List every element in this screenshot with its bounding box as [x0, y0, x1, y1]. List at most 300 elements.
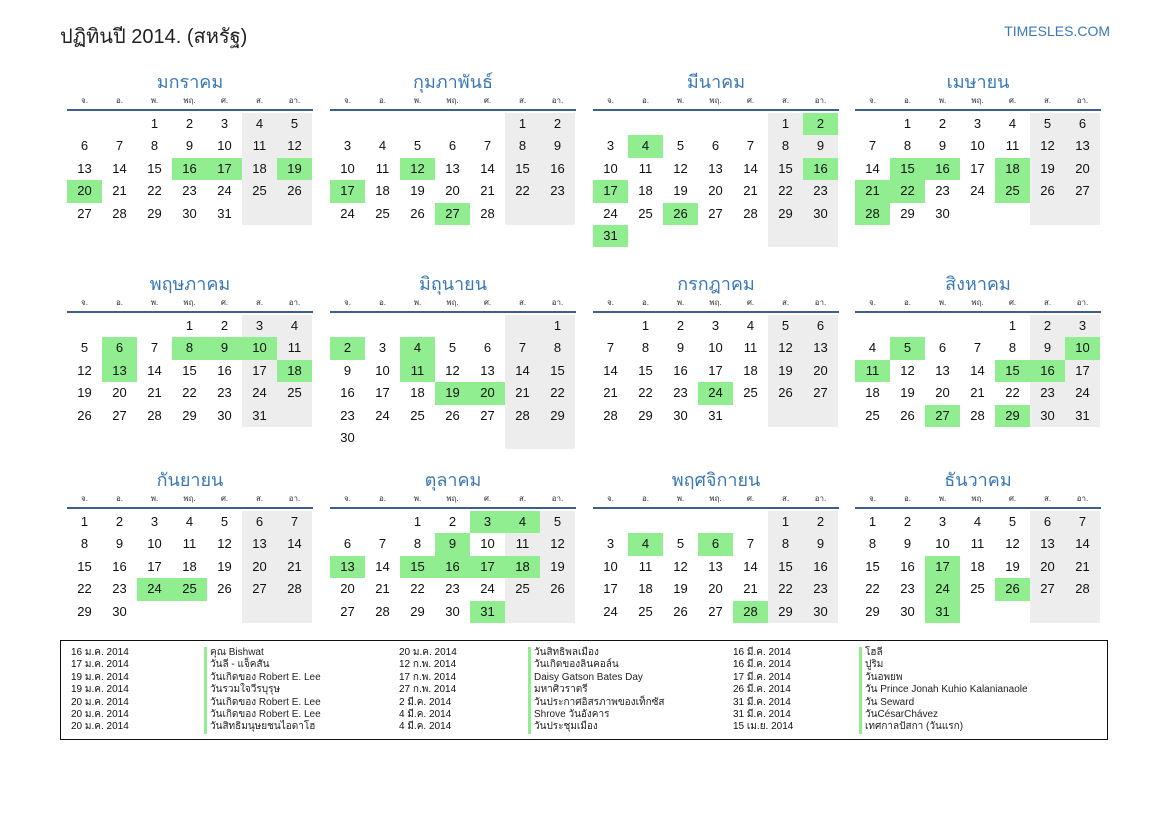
day-cell[interactable]: 28 [375, 603, 390, 619]
day-cell[interactable]: 6 [343, 536, 352, 552]
day-cell[interactable]: 26 [410, 205, 425, 221]
day-cell[interactable]: 22 [890, 180, 925, 202]
day-cell[interactable]: 14 [1065, 533, 1100, 555]
day-cell[interactable]: 3 [470, 511, 505, 533]
day-cell[interactable]: 21 [1065, 556, 1100, 578]
day-cell[interactable]: 17 [708, 362, 723, 378]
day-cell[interactable]: 3 [711, 318, 720, 333]
day-cell[interactable]: 27 [480, 407, 495, 423]
day-cell[interactable]: 5 [676, 138, 685, 154]
day-cell[interactable]: 8 [413, 536, 422, 552]
day-cell[interactable]: 25 [970, 581, 985, 597]
day-cell[interactable]: 17 [147, 558, 162, 574]
day-cell[interactable]: 11 [505, 533, 540, 555]
day-cell[interactable]: 2 [676, 318, 685, 333]
day-cell[interactable]: 29 [147, 205, 162, 221]
day-cell[interactable]: 29 [865, 603, 880, 619]
day-cell[interactable]: 21 [855, 180, 890, 202]
day-cell[interactable]: 24 [603, 603, 618, 619]
day-cell[interactable]: 14 [112, 160, 127, 176]
day-cell[interactable]: 13 [480, 362, 495, 378]
day-cell[interactable]: 3 [378, 340, 387, 356]
day-cell[interactable]: 16 [172, 158, 207, 180]
day-cell[interactable]: 1 [641, 318, 650, 333]
day-cell[interactable]: 4 [628, 135, 663, 157]
day-cell[interactable]: 4 [242, 113, 277, 135]
day-cell[interactable]: 23 [340, 407, 355, 423]
day-cell[interactable]: 7 [505, 337, 540, 359]
day-cell[interactable]: 20 [470, 382, 505, 404]
day-cell[interactable]: 21 [147, 385, 162, 401]
day-cell[interactable]: 24 [375, 407, 390, 423]
day-cell[interactable]: 8 [80, 536, 89, 552]
day-cell[interactable]: 20 [112, 385, 127, 401]
day-cell[interactable]: 18 [638, 581, 653, 597]
day-cell[interactable]: 7 [483, 138, 492, 154]
day-cell[interactable]: 17 [593, 180, 628, 202]
day-cell[interactable]: 10 [480, 536, 495, 552]
day-cell[interactable]: 7 [606, 340, 615, 356]
day-cell[interactable]: 31 [925, 601, 960, 623]
day-cell[interactable]: 27 [435, 203, 470, 225]
day-cell[interactable]: 25 [865, 407, 880, 423]
day-cell[interactable]: 6 [483, 340, 492, 356]
day-cell[interactable]: 10 [242, 337, 277, 359]
day-cell[interactable]: 19 [435, 382, 470, 404]
day-cell[interactable]: 4 [277, 315, 312, 337]
day-cell[interactable]: 30 [803, 203, 838, 225]
day-cell[interactable]: 21 [505, 382, 540, 404]
day-cell[interactable]: 17 [242, 360, 277, 382]
day-cell[interactable]: 13 [1065, 135, 1100, 157]
day-cell[interactable]: 26 [217, 581, 232, 597]
day-cell[interactable]: 31 [217, 205, 232, 221]
day-cell[interactable]: 1 [80, 514, 89, 529]
day-cell[interactable]: 16 [673, 362, 688, 378]
day-cell[interactable]: 23 [112, 581, 127, 597]
day-cell[interactable]: 11 [1005, 138, 1020, 154]
day-cell[interactable]: 6 [448, 138, 457, 154]
day-cell[interactable]: 24 [603, 205, 618, 221]
day-cell[interactable]: 24 [480, 581, 495, 597]
day-cell[interactable]: 9 [803, 533, 838, 555]
day-cell[interactable]: 29 [410, 603, 425, 619]
day-cell[interactable]: 28 [277, 578, 312, 600]
day-cell[interactable]: 12 [217, 536, 232, 552]
day-cell[interactable]: 18 [743, 362, 758, 378]
day-cell[interactable]: 17 [207, 158, 242, 180]
day-cell[interactable]: 23 [935, 183, 950, 199]
day-cell[interactable]: 19 [277, 158, 312, 180]
day-cell[interactable]: 13 [803, 337, 838, 359]
day-cell[interactable]: 14 [505, 360, 540, 382]
day-cell[interactable]: 2 [1030, 315, 1065, 337]
day-cell[interactable]: 29 [77, 603, 92, 619]
day-cell[interactable]: 7 [378, 536, 387, 552]
day-cell[interactable]: 13 [330, 556, 365, 578]
day-cell[interactable]: 22 [638, 385, 653, 401]
day-cell[interactable]: 3 [973, 116, 982, 131]
day-cell[interactable]: 27 [112, 407, 127, 423]
day-cell[interactable]: 2 [448, 514, 457, 529]
day-cell[interactable]: 6 [698, 533, 733, 555]
day-cell[interactable]: 20 [340, 581, 355, 597]
day-cell[interactable]: 5 [80, 340, 89, 356]
day-cell[interactable]: 22 [410, 581, 425, 597]
day-cell[interactable]: 21 [970, 385, 985, 401]
day-cell[interactable]: 28 [147, 407, 162, 423]
day-cell[interactable]: 1 [185, 318, 194, 333]
day-cell[interactable]: 6 [1030, 511, 1065, 533]
day-cell[interactable]: 30 [900, 603, 915, 619]
day-cell[interactable]: 7 [868, 138, 877, 154]
day-cell[interactable]: 15 [540, 360, 575, 382]
day-cell[interactable]: 27 [1030, 578, 1065, 600]
day-cell[interactable]: 15 [400, 556, 435, 578]
day-cell[interactable]: 30 [340, 429, 355, 445]
day-cell[interactable]: 5 [448, 340, 457, 356]
day-cell[interactable]: 6 [242, 511, 277, 533]
day-cell[interactable]: 20 [708, 581, 723, 597]
day-cell[interactable]: 24 [698, 382, 733, 404]
day-cell[interactable]: 15 [147, 160, 162, 176]
day-cell[interactable]: 15 [865, 558, 880, 574]
day-cell[interactable]: 3 [343, 138, 352, 154]
day-cell[interactable]: 18 [970, 558, 985, 574]
day-cell[interactable]: 30 [673, 407, 688, 423]
day-cell[interactable]: 13 [935, 362, 950, 378]
day-cell[interactable]: 11 [638, 558, 653, 574]
day-cell[interactable]: 15 [505, 158, 540, 180]
day-cell[interactable]: 31 [708, 407, 723, 423]
day-cell[interactable]: 16 [925, 158, 960, 180]
day-cell[interactable]: 13 [102, 360, 137, 382]
day-cell[interactable]: 11 [970, 536, 985, 552]
day-cell[interactable]: 11 [400, 360, 435, 382]
day-cell[interactable]: 18 [410, 385, 425, 401]
day-cell[interactable]: 20 [67, 180, 102, 202]
day-cell[interactable]: 28 [1065, 578, 1100, 600]
day-cell[interactable]: 25 [505, 578, 540, 600]
day-cell[interactable]: 15 [768, 556, 803, 578]
day-cell[interactable]: 11 [182, 536, 197, 552]
day-cell[interactable]: 11 [375, 160, 390, 176]
day-cell[interactable]: 19 [900, 385, 915, 401]
day-cell[interactable]: 7 [1065, 511, 1100, 533]
day-cell[interactable]: 2 [330, 337, 365, 359]
day-cell[interactable]: 8 [172, 337, 207, 359]
day-cell[interactable]: 10 [147, 536, 162, 552]
day-cell[interactable]: 9 [903, 536, 912, 552]
day-cell[interactable]: 5 [277, 113, 312, 135]
day-cell[interactable]: 1 [768, 511, 803, 533]
day-cell[interactable]: 19 [1030, 158, 1065, 180]
day-cell[interactable]: 19 [540, 556, 575, 578]
day-cell[interactable]: 29 [182, 407, 197, 423]
day-cell[interactable]: 10 [970, 138, 985, 154]
day-cell[interactable]: 29 [638, 407, 653, 423]
day-cell[interactable]: 18 [242, 158, 277, 180]
day-cell[interactable]: 11 [277, 337, 312, 359]
day-cell[interactable]: 22 [540, 382, 575, 404]
day-cell[interactable]: 11 [242, 135, 277, 157]
day-cell[interactable]: 2 [540, 113, 575, 135]
day-cell[interactable]: 1 [1008, 318, 1017, 333]
day-cell[interactable]: 6 [711, 138, 720, 154]
day-cell[interactable]: 3 [938, 514, 947, 529]
day-cell[interactable]: 23 [803, 180, 838, 202]
day-cell[interactable]: 10 [1065, 337, 1100, 359]
day-cell[interactable]: 23 [1030, 382, 1065, 404]
day-cell[interactable]: 5 [768, 315, 803, 337]
day-cell[interactable]: 19 [410, 183, 425, 199]
day-cell[interactable]: 26 [995, 578, 1030, 600]
day-cell[interactable]: 5 [890, 337, 925, 359]
day-cell[interactable]: 3 [150, 514, 159, 529]
day-cell[interactable]: 28 [733, 601, 768, 623]
day-cell[interactable]: 8 [641, 340, 650, 356]
day-cell[interactable]: 25 [638, 205, 653, 221]
day-cell[interactable]: 22 [768, 578, 803, 600]
day-cell[interactable]: 3 [606, 138, 615, 154]
day-cell[interactable]: 14 [865, 160, 880, 176]
day-cell[interactable]: 30 [935, 205, 950, 221]
day-cell[interactable]: 24 [340, 205, 355, 221]
day-cell[interactable]: 12 [277, 135, 312, 157]
day-cell[interactable]: 19 [217, 558, 232, 574]
day-cell[interactable]: 17 [375, 385, 390, 401]
day-cell[interactable]: 30 [445, 603, 460, 619]
day-cell[interactable]: 9 [115, 536, 124, 552]
day-cell[interactable]: 23 [900, 581, 915, 597]
day-cell[interactable]: 23 [540, 180, 575, 202]
day-cell[interactable]: 7 [150, 340, 159, 356]
day-cell[interactable]: 27 [803, 382, 838, 404]
day-cell[interactable]: 12 [673, 160, 688, 176]
day-cell[interactable]: 27 [340, 603, 355, 619]
day-cell[interactable]: 21 [743, 183, 758, 199]
day-cell[interactable]: 7 [115, 138, 124, 154]
day-cell[interactable]: 1 [903, 116, 912, 131]
day-cell[interactable]: 4 [505, 511, 540, 533]
day-cell[interactable]: 10 [935, 536, 950, 552]
day-cell[interactable]: 24 [137, 578, 172, 600]
day-cell[interactable]: 22 [147, 183, 162, 199]
day-cell[interactable]: 7 [746, 536, 755, 552]
day-cell[interactable]: 15 [638, 362, 653, 378]
day-cell[interactable]: 4 [973, 514, 982, 529]
day-cell[interactable]: 28 [480, 205, 495, 221]
day-cell[interactable]: 6 [803, 315, 838, 337]
day-cell[interactable]: 29 [768, 203, 803, 225]
day-cell[interactable]: 17 [925, 556, 960, 578]
day-cell[interactable]: 14 [375, 558, 390, 574]
day-cell[interactable]: 16 [217, 362, 232, 378]
day-cell[interactable]: 21 [277, 556, 312, 578]
day-cell[interactable]: 22 [1005, 385, 1020, 401]
day-cell[interactable]: 14 [970, 362, 985, 378]
day-cell[interactable]: 19 [673, 581, 688, 597]
day-cell[interactable]: 9 [1030, 337, 1065, 359]
day-cell[interactable]: 23 [445, 581, 460, 597]
day-cell[interactable]: 9 [435, 533, 470, 555]
day-cell[interactable]: 7 [973, 340, 982, 356]
day-cell[interactable]: 10 [217, 138, 232, 154]
day-cell[interactable]: 8 [903, 138, 912, 154]
day-cell[interactable]: 11 [638, 160, 653, 176]
day-cell[interactable]: 4 [868, 340, 877, 356]
day-cell[interactable]: 5 [676, 536, 685, 552]
day-cell[interactable]: 30 [217, 407, 232, 423]
day-cell[interactable]: 2 [185, 116, 194, 131]
day-cell[interactable]: 12 [1005, 536, 1020, 552]
day-cell[interactable]: 18 [865, 385, 880, 401]
day-cell[interactable]: 22 [77, 581, 92, 597]
day-cell[interactable]: 18 [182, 558, 197, 574]
day-cell[interactable]: 25 [995, 180, 1030, 202]
day-cell[interactable]: 19 [1005, 558, 1020, 574]
site-link[interactable]: TIMESLES.COM [1004, 23, 1110, 39]
day-cell[interactable]: 28 [505, 405, 540, 427]
day-cell[interactable]: 12 [768, 337, 803, 359]
day-cell[interactable]: 10 [375, 362, 390, 378]
day-cell[interactable]: 12 [900, 362, 915, 378]
day-cell[interactable]: 17 [330, 180, 365, 202]
day-cell[interactable]: 8 [540, 337, 575, 359]
day-cell[interactable]: 18 [995, 158, 1030, 180]
day-cell[interactable]: 13 [77, 160, 92, 176]
day-cell[interactable]: 12 [445, 362, 460, 378]
day-cell[interactable]: 7 [277, 511, 312, 533]
day-cell[interactable]: 24 [217, 183, 232, 199]
day-cell[interactable]: 26 [540, 578, 575, 600]
day-cell[interactable]: 8 [868, 536, 877, 552]
day-cell[interactable]: 16 [540, 158, 575, 180]
day-cell[interactable]: 22 [768, 180, 803, 202]
day-cell[interactable]: 19 [768, 360, 803, 382]
day-cell[interactable]: 10 [708, 340, 723, 356]
day-cell[interactable]: 21 [375, 581, 390, 597]
day-cell[interactable]: 15 [77, 558, 92, 574]
day-cell[interactable]: 30 [803, 601, 838, 623]
day-cell[interactable]: 17 [603, 581, 618, 597]
day-cell[interactable]: 21 [112, 183, 127, 199]
day-cell[interactable]: 13 [242, 533, 277, 555]
day-cell[interactable]: 10 [340, 160, 355, 176]
day-cell[interactable]: 17 [470, 556, 505, 578]
day-cell[interactable]: 2 [115, 514, 124, 529]
day-cell[interactable]: 2 [938, 116, 947, 131]
day-cell[interactable]: 29 [540, 405, 575, 427]
day-cell[interactable]: 3 [220, 116, 229, 131]
day-cell[interactable]: 19 [673, 183, 688, 199]
day-cell[interactable]: 8 [768, 533, 803, 555]
day-cell[interactable]: 20 [803, 360, 838, 382]
day-cell[interactable]: 16 [803, 556, 838, 578]
day-cell[interactable]: 29 [768, 601, 803, 623]
day-cell[interactable]: 25 [375, 205, 390, 221]
day-cell[interactable]: 14 [743, 160, 758, 176]
day-cell[interactable]: 27 [242, 578, 277, 600]
day-cell[interactable]: 29 [995, 405, 1030, 427]
day-cell[interactable]: 4 [1008, 116, 1017, 131]
day-cell[interactable]: 12 [673, 558, 688, 574]
day-cell[interactable]: 17 [1065, 360, 1100, 382]
day-cell[interactable]: 26 [900, 407, 915, 423]
day-cell[interactable]: 20 [1030, 556, 1065, 578]
day-cell[interactable]: 5 [413, 138, 422, 154]
day-cell[interactable]: 9 [803, 135, 838, 157]
day-cell[interactable]: 8 [505, 135, 540, 157]
day-cell[interactable]: 9 [540, 135, 575, 157]
day-cell[interactable]: 20 [935, 385, 950, 401]
day-cell[interactable]: 2 [220, 318, 229, 333]
day-cell[interactable]: 27 [708, 603, 723, 619]
day-cell[interactable]: 9 [185, 138, 194, 154]
day-cell[interactable]: 26 [277, 180, 312, 202]
day-cell[interactable]: 4 [746, 318, 755, 333]
day-cell[interactable]: 16 [900, 558, 915, 574]
day-cell[interactable]: 24 [925, 578, 960, 600]
day-cell[interactable]: 27 [708, 205, 723, 221]
day-cell[interactable]: 14 [480, 160, 495, 176]
day-cell[interactable]: 20 [1065, 158, 1100, 180]
day-cell[interactable]: 23 [217, 385, 232, 401]
day-cell[interactable]: 24 [1065, 382, 1100, 404]
day-cell[interactable]: 14 [277, 533, 312, 555]
day-cell[interactable]: 25 [242, 180, 277, 202]
day-cell[interactable]: 16 [803, 158, 838, 180]
day-cell[interactable]: 23 [182, 183, 197, 199]
day-cell[interactable]: 21 [743, 581, 758, 597]
day-cell[interactable]: 13 [708, 160, 723, 176]
day-cell[interactable]: 9 [207, 337, 242, 359]
day-cell[interactable]: 8 [150, 138, 159, 154]
day-cell[interactable]: 14 [603, 362, 618, 378]
day-cell[interactable]: 18 [375, 183, 390, 199]
day-cell[interactable]: 10 [603, 558, 618, 574]
day-cell[interactable]: 6 [80, 138, 89, 154]
day-cell[interactable]: 11 [855, 360, 890, 382]
day-cell[interactable]: 27 [1065, 180, 1100, 202]
day-cell[interactable]: 12 [1030, 135, 1065, 157]
day-cell[interactable]: 26 [768, 382, 803, 404]
day-cell[interactable]: 3 [242, 315, 277, 337]
day-cell[interactable]: 23 [803, 578, 838, 600]
day-cell[interactable]: 30 [112, 603, 127, 619]
day-cell[interactable]: 1 [868, 514, 877, 529]
day-cell[interactable]: 21 [480, 183, 495, 199]
day-cell[interactable]: 16 [340, 385, 355, 401]
day-cell[interactable]: 25 [410, 407, 425, 423]
day-cell[interactable]: 20 [708, 183, 723, 199]
day-cell[interactable]: 5 [1008, 514, 1017, 529]
day-cell[interactable]: 5 [1030, 113, 1065, 135]
day-cell[interactable]: 13 [1030, 533, 1065, 555]
day-cell[interactable]: 6 [1065, 113, 1100, 135]
day-cell[interactable]: 6 [938, 340, 947, 356]
day-cell[interactable]: 30 [182, 205, 197, 221]
day-cell[interactable]: 31 [242, 405, 277, 427]
day-cell[interactable]: 28 [855, 203, 890, 225]
day-cell[interactable]: 31 [470, 601, 505, 623]
day-cell[interactable]: 9 [938, 138, 947, 154]
day-cell[interactable]: 20 [445, 183, 460, 199]
day-cell[interactable]: 2 [903, 514, 912, 529]
day-cell[interactable]: 3 [606, 536, 615, 552]
day-cell[interactable]: 12 [400, 158, 435, 180]
day-cell[interactable]: 4 [378, 138, 387, 154]
